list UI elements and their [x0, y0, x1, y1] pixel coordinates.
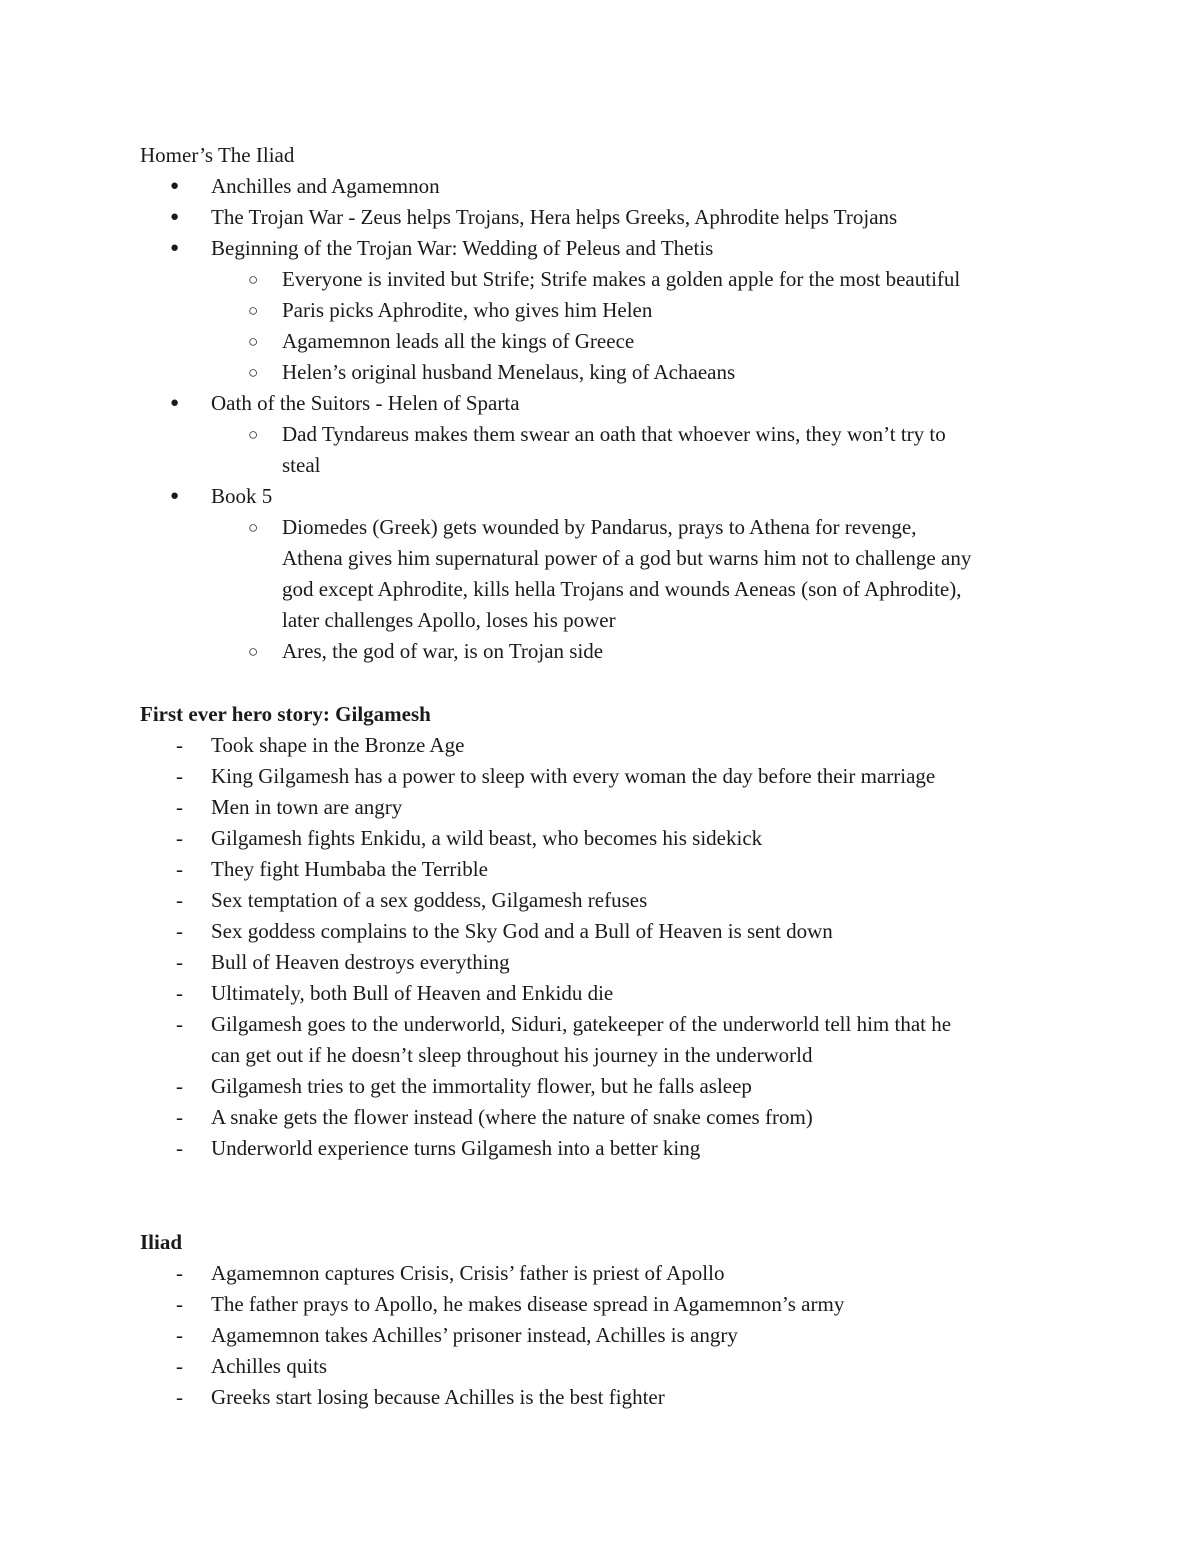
list-item: Underworld experience turns Gilgamesh into a better king [211, 1136, 701, 1160]
dash-bullet-icon: - [176, 857, 183, 881]
list-item: Sex goddess complains to the Sky God and a Bull of Heaven is sent down [211, 919, 833, 943]
list-item: Achilles quits [211, 1354, 328, 1378]
sub-bullet-icon: ○ [248, 301, 259, 320]
list-item: Ultimately, both Bull of Heaven and Enkidu die [211, 981, 614, 1005]
sub-bullet-icon: ○ [248, 363, 259, 382]
list-item: Beginning of the Trojan War: Wedding of Peleus and Thetis [211, 236, 714, 260]
dash-bullet-icon: - [176, 1012, 183, 1036]
sub-bullet-icon: ○ [248, 332, 259, 351]
dash-bullet-icon: - [176, 826, 183, 850]
list-item: Sex temptation of a sex goddess, Gilgamesh refuses [211, 888, 648, 912]
list-item: Men in town are angry [211, 795, 403, 819]
sub-list-item: Diomedes (Greek) gets wounded by Pandarus, prays to Athena for revenge, [282, 515, 917, 539]
sub-bullet-icon: ○ [248, 270, 259, 289]
bullet-icon: ● [170, 209, 180, 225]
list-item: The Trojan War - Zeus helps Trojans, Hera helps Greeks, Aphrodite helps Trojans [211, 205, 898, 229]
dash-bullet-icon: - [176, 795, 183, 819]
section-title-iliad-homer: Homer’s The Iliad [140, 143, 295, 167]
list-item: King Gilgamesh has a power to sleep with every woman the day before their marriage [211, 764, 936, 788]
sub-list-item: Helen’s original husband Menelaus, king of Achaeans [282, 360, 736, 384]
dash-bullet-icon: - [176, 1261, 183, 1285]
sub-list-item-continuation: steal [282, 453, 321, 477]
dash-bullet-icon: - [176, 1292, 183, 1316]
sub-list-item: Dad Tyndareus makes them swear an oath that whoever wins, they won’t try to [282, 422, 946, 446]
list-item: Gilgamesh tries to get the immortality flower, but he falls asleep [211, 1074, 752, 1098]
list-item: They fight Humbaba the Terrible [211, 857, 488, 881]
dash-bullet-icon: - [176, 1136, 183, 1160]
dash-bullet-icon: - [176, 1354, 183, 1378]
sub-list-item: Paris picks Aphrodite, who gives him Helen [282, 298, 653, 322]
sub-list-item-continuation: Athena gives him supernatural power of a god but warns him not to challenge any [282, 546, 972, 570]
section-heading-iliad: Iliad [140, 1230, 183, 1254]
list-item: Agamemnon takes Achilles’ prisoner instead, Achilles is angry [211, 1323, 738, 1347]
dash-bullet-icon: - [176, 764, 183, 788]
list-item: Oath of the Suitors - Helen of Sparta [211, 391, 520, 415]
list-item: Book 5 [211, 484, 273, 508]
list-item: Gilgamesh fights Enkidu, a wild beast, who becomes his sidekick [211, 826, 763, 850]
sub-list-item-continuation: later challenges Apollo, loses his power [282, 608, 616, 632]
list-item: Took shape in the Bronze Age [211, 733, 465, 757]
sub-list-item-continuation: god except Aphrodite, kills hella Trojans and wounds Aeneas (son of Aphrodite), [282, 577, 962, 601]
list-item: Bull of Heaven destroys everything [211, 950, 510, 974]
list-item: Gilgamesh goes to the underworld, Siduri, gatekeeper of the underworld tell him that he [211, 1012, 952, 1036]
sub-list-item: Everyone is invited but Strife; Strife makes a golden apple for the most beautiful [282, 267, 961, 291]
dash-bullet-icon: - [176, 981, 183, 1005]
sub-bullet-icon: ○ [248, 518, 259, 537]
dash-bullet-icon: - [176, 1323, 183, 1347]
dash-bullet-icon: - [176, 1385, 183, 1409]
dash-bullet-icon: - [176, 888, 183, 912]
list-item: Greeks start losing because Achilles is the best fighter [211, 1385, 665, 1409]
list-item-continuation: can get out if he doesn’t sleep throughout his journey in the underworld [211, 1043, 813, 1067]
sub-list-item: Ares, the god of war, is on Trojan side [282, 639, 604, 663]
sub-list-item: Agamemnon leads all the kings of Greece [282, 329, 635, 353]
list-item: Anchilles and Agamemnon [211, 174, 440, 198]
dash-bullet-icon: - [176, 919, 183, 943]
bullet-icon: ● [170, 488, 180, 504]
bullet-icon: ● [170, 395, 180, 411]
section-heading-gilgamesh: First ever hero story: Gilgamesh [140, 702, 431, 726]
dash-bullet-icon: - [176, 733, 183, 757]
list-item: Agamemnon captures Crisis, Crisis’ father is priest of Apollo [211, 1261, 725, 1285]
bullet-icon: ● [170, 240, 180, 256]
sub-bullet-icon: ○ [248, 642, 259, 661]
list-item: A snake gets the flower instead (where the nature of snake comes from) [211, 1105, 813, 1129]
bullet-icon: ● [170, 178, 180, 194]
sub-bullet-icon: ○ [248, 425, 259, 444]
dash-bullet-icon: - [176, 950, 183, 974]
dash-bullet-icon: - [176, 1105, 183, 1129]
list-item: The father prays to Apollo, he makes disease spread in Agamemnon’s army [211, 1292, 845, 1316]
dash-bullet-icon: - [176, 1074, 183, 1098]
